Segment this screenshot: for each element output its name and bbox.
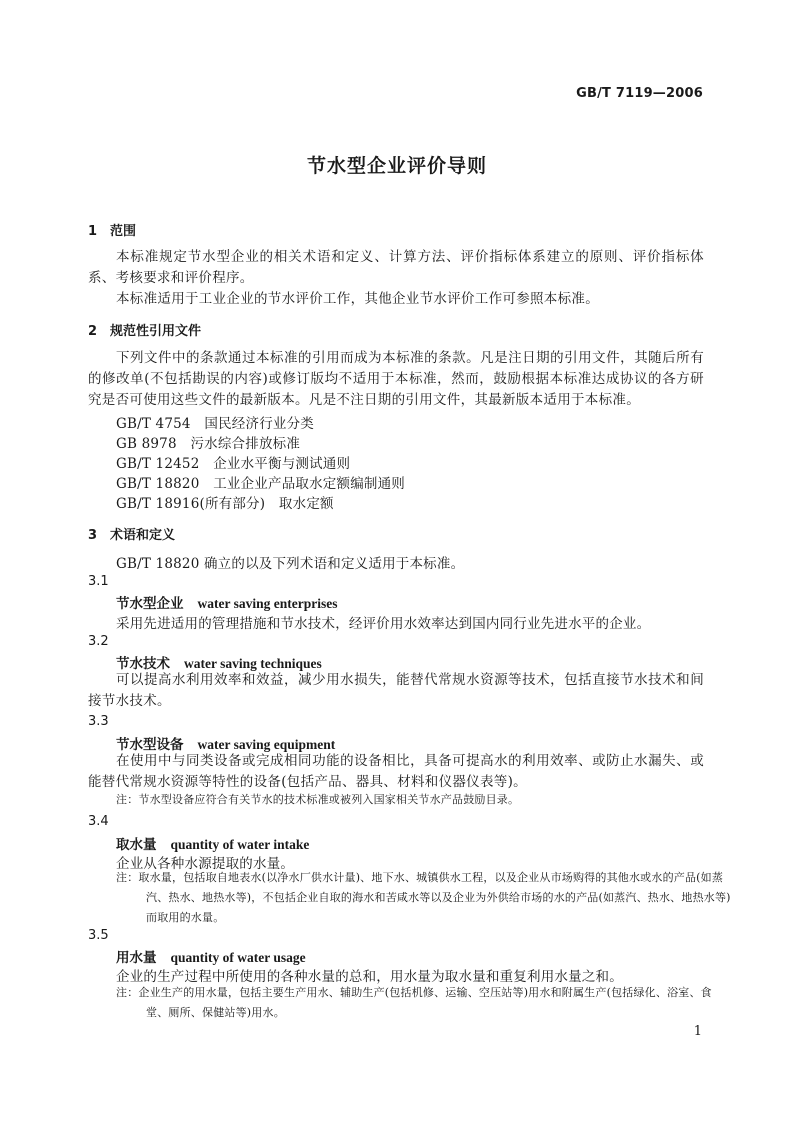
term-definition: 可以提高水利用效率和效益，减少用水损失，能替代常规水资源等技术，包括直接节水技术和间接节水技术。 — [88, 672, 704, 709]
section-intro: GB/T 18820 确立的以及下列术语和定义适用于本标准。 — [116, 556, 465, 572]
term-title — [116, 733, 335, 753]
term-en: water saving techniques — [184, 656, 322, 671]
term-note: 注：取水量，包括取自地表水(以净水厂供水计量)、地下水、城镇供水工程，以及企业从市场购得的其他水或水的产品(如蒸汽、热水、地热水等)，不包括企业自取的海水和苦咸水等以及企业为外供给市场的水的产品(如蒸汽、热水、地热水等)而取用的水量。 — [116, 871, 731, 924]
term-note: 注：企业生产的用水量，包括主要生产用水、辅助生产(包括机修、运输、空压站等)用水和附属生产(包括绿化、浴室、食堂、厕所、保健站等)用水。 — [116, 986, 712, 1019]
term-en: water saving enterprises — [197, 596, 338, 611]
term-title — [116, 592, 337, 612]
term-title — [116, 652, 322, 672]
term-number: 3.4 — [88, 814, 109, 829]
reference-item: GB/T 18820 工业企业产品取水定额编制通则 — [116, 476, 405, 492]
reference-item: GB/T 4754 国民经济行业分类 — [116, 416, 315, 432]
section-3-heading — [88, 524, 175, 543]
term-title — [116, 833, 309, 853]
term-definition: 在使用中与同类设备或完成相同功能的设备相比，具备可提高水的利用效率、或防止水漏失、或能替代常规水资源等特性的设备(包括产品、器具、材料和仪器仪表等)。 — [88, 753, 704, 790]
term-title — [116, 946, 306, 966]
term-zh: 节水型设备 — [116, 737, 184, 753]
term-definition: 企业的生产过程中所使用的各种水量的总和，用水量为取水量和重复利用水量之和。 — [116, 969, 623, 985]
term-number: 3.2 — [88, 634, 109, 649]
term-number: 3.5 — [88, 928, 109, 943]
term-zh: 节水型企业 — [116, 596, 184, 612]
paragraph: 下列文件中的条款通过本标准的引用而成为本标准的条款。凡是注日期的引用文件，其随后所有的修改单(不包括勘误的内容)或修订版均不适用于本标准，然而，鼓励根据本标准达成协议的各方研究是否可使用这些文件的最新版本。凡是不注日期的引用文件，其最新版本适用于本标准。 — [88, 350, 704, 408]
section-number: 2 — [88, 324, 98, 339]
term-note: 注：节水型设备应符合有关节水的技术标准或被列入国家相关节水产品鼓励目录。 — [116, 793, 520, 806]
reference-item: GB/T 18916(所有部分) 取水定额 — [116, 496, 334, 512]
section-title: 术语和定义 — [110, 528, 176, 543]
reference-item: GB/T 12452 企业水平衡与测试通则 — [116, 456, 351, 472]
section-title: 范围 — [110, 224, 137, 239]
term-definition: 采用先进适用的管理措施和节水技术，经评价用水效率达到国内同行业先进水平的企业。 — [116, 616, 651, 632]
paragraph: 本标准适用于工业企业的节水评价工作，其他企业节水评价工作可参照本标准。 — [116, 291, 599, 307]
section-number: 1 — [88, 224, 98, 239]
term-en: water saving equipment — [197, 737, 336, 752]
section-title: 规范性引用文件 — [110, 324, 202, 339]
page-number: 1 — [693, 1024, 702, 1039]
term-number: 3.1 — [88, 574, 109, 589]
term-en: quantity of water intake — [170, 837, 310, 852]
section-1-heading — [88, 220, 136, 239]
section-number: 3 — [88, 528, 98, 543]
term-definition: 企业从各种水源提取的水量。 — [116, 856, 295, 872]
paragraph: 本标准规定节水型企业的相关术语和定义、计算方法、评价指标体系建立的原则、评价指标体系、考核要求和评价程序。 — [88, 249, 704, 286]
term-zh: 取水量 — [116, 837, 157, 853]
term-number: 3.3 — [88, 714, 109, 729]
term-zh: 节水技术 — [116, 656, 170, 672]
standard-code: GB/T 7119—2006 — [576, 86, 703, 101]
page-title: 节水型企业评价导则 — [306, 155, 487, 177]
section-2-heading — [88, 320, 201, 339]
reference-item: GB 8978 污水综合排放标准 — [116, 436, 301, 452]
term-en: quantity of water usage — [170, 950, 306, 965]
term-zh: 用水量 — [116, 950, 157, 966]
